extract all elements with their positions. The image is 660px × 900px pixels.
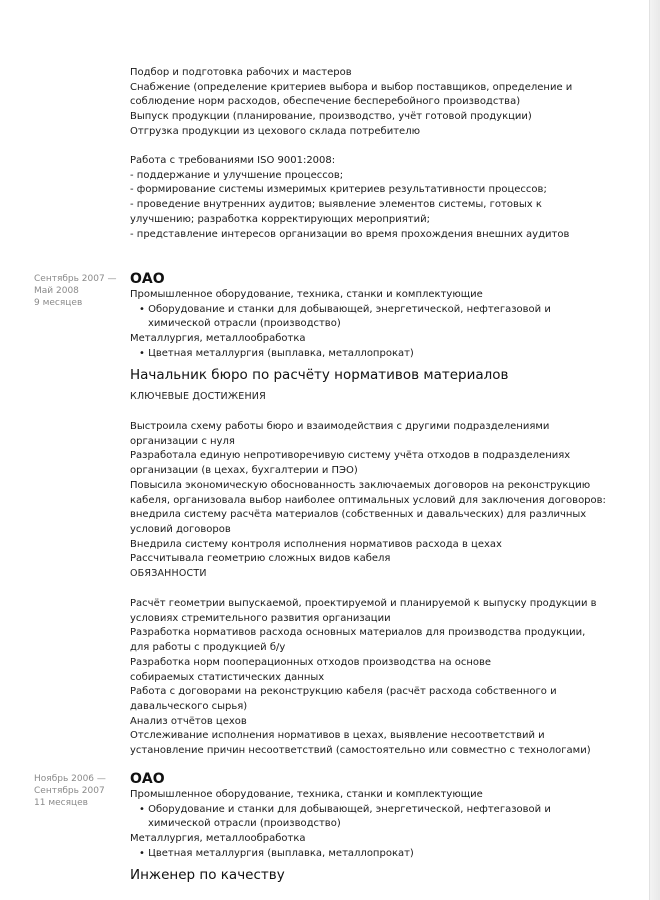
job1-position: Начальник бюро по расчёту нормативов материалов — [130, 367, 509, 383]
job1-industry2: Металлургия, металлообработка — [130, 333, 306, 345]
job2-industry2: Металлургия, металлообработка — [130, 833, 306, 845]
iso-line: - поддержание и улучшение процессов; — [130, 169, 344, 181]
duty-line: Выпуск продукции (планирование, производство, учёт готовой продукции) — [130, 111, 532, 123]
duty-line: Отгрузка продукции из цехового склада потребителю — [130, 125, 421, 137]
job2-position: Инженер по качеству — [130, 867, 285, 883]
job2-industry2-item: • Цветная металлургия (выплавка, металлопрокат) — [139, 847, 414, 859]
iso-line: Работа с требованиями ISO 9001:2008: — [130, 155, 336, 166]
duty-item: Отслеживание исполнения нормативов в цехах, выявление несоответствий и установление причин несоответствий (самостоятельно или совместно с технологами) — [130, 730, 591, 757]
job2-industry1: Промышленное оборудование, техника, станки и комплектующие — [130, 789, 483, 800]
duty-item: Разработка норм пооперационных отходов производства на основе собираемых статистических данных — [130, 656, 492, 683]
duty-line: Подбор и подготовка рабочих и мастеров — [130, 67, 352, 78]
job2-period — [34, 773, 124, 809]
job1-company: ОАО — [130, 271, 165, 287]
achievement-item: Выстроила схему работы бюро и взаимодействия с другими подразделениями организации с нуля — [130, 421, 550, 447]
duty-item: Расчёт геометрии выпускаемой, проектируемой и планируемой к выпуску продукции в условиях стремительного развития организации — [130, 598, 597, 624]
job2-period-start: Ноябрь 2006 — — [34, 774, 106, 784]
iso-line: - представление интересов организации во время прохождения внешних аудитов — [130, 228, 570, 240]
duty-item: Разработка нормативов расхода основных материалов для производства продукции, для работы с продукцией б/у — [130, 627, 586, 654]
job1-period-start: Сентябрь 2007 — — [34, 274, 117, 284]
previous-job-duties — [130, 66, 620, 140]
job2-company: ОАО — [130, 771, 165, 787]
duty-item: Работа с договорами на реконструкцию кабеля (расчёт расхода собственного и давальческого сырья) — [130, 686, 557, 712]
job1-achievements-title: КЛЮЧЕВЫЕ ДОСТИЖЕНИЯ — [130, 391, 266, 402]
job1-achievements — [130, 420, 615, 567]
job2-period-end: Сентябрь 2007 — [34, 786, 105, 796]
job1-industries — [130, 288, 620, 362]
job1-industry1-item: • Оборудование и станки для добывающей, энергетической, нефтегазовой и химической отрасли (производство) — [139, 303, 551, 330]
job1-industry2-item: • Цветная металлургия (выплавка, металлопрокат) — [139, 347, 414, 359]
job1-duration: 9 месяцев — [34, 298, 83, 308]
achievement-item: Разработала единую непротиворечивую систему учёта отходов в подразделениях организации (в цехах, бухгалтерии и ПЭО) — [130, 450, 571, 477]
job1-industry1: Промышленное оборудование, техника, станки и комплектующие — [130, 289, 483, 300]
iso-line: - проведение внутренних аудитов; выявление элементов системы, готовых к улучшению; разработка корректирующих мероприятий; — [130, 199, 542, 225]
job2-duration: 11 месяцев — [34, 798, 88, 808]
achievement-item: Повысила экономическую обоснованность заключаемых договоров на реконструкцию кабеля, организовала выбор наиболее оптимальных условий для заключения договоров: внедрила систему расчёта материалов (собственных и давальческих) для различных условий договоров — [130, 479, 606, 535]
job2-industries — [130, 788, 620, 862]
job2-industry1-item: • Оборудование и станки для добывающей, энергетической, нефтегазовой и химической отрасли (производство) — [139, 803, 551, 830]
achievement-item: Внедрила систему контроля исполнения нормативов расхода в цехах — [130, 538, 502, 550]
job1-period — [34, 273, 124, 309]
job1-period-end: Май 2008 — [34, 286, 79, 296]
duty-item: Анализ отчётов цехов — [130, 715, 247, 727]
achievement-item: Рассчитывала геометрию сложных видов кабеля — [130, 553, 391, 565]
duty-line: Снабжение (определение критериев выбора и выбор поставщиков, определение и соблюдение норм расходов, обеспечение бесперебойного производства) — [130, 81, 573, 108]
iso-line: - формирование системы измеримых критериев результативности процессов; — [130, 184, 547, 196]
job1-duties — [130, 597, 600, 759]
iso-requirements — [130, 154, 620, 242]
page-right-edge — [649, 0, 660, 900]
job1-duties-title: ОБЯЗАННОСТИ — [130, 568, 207, 579]
